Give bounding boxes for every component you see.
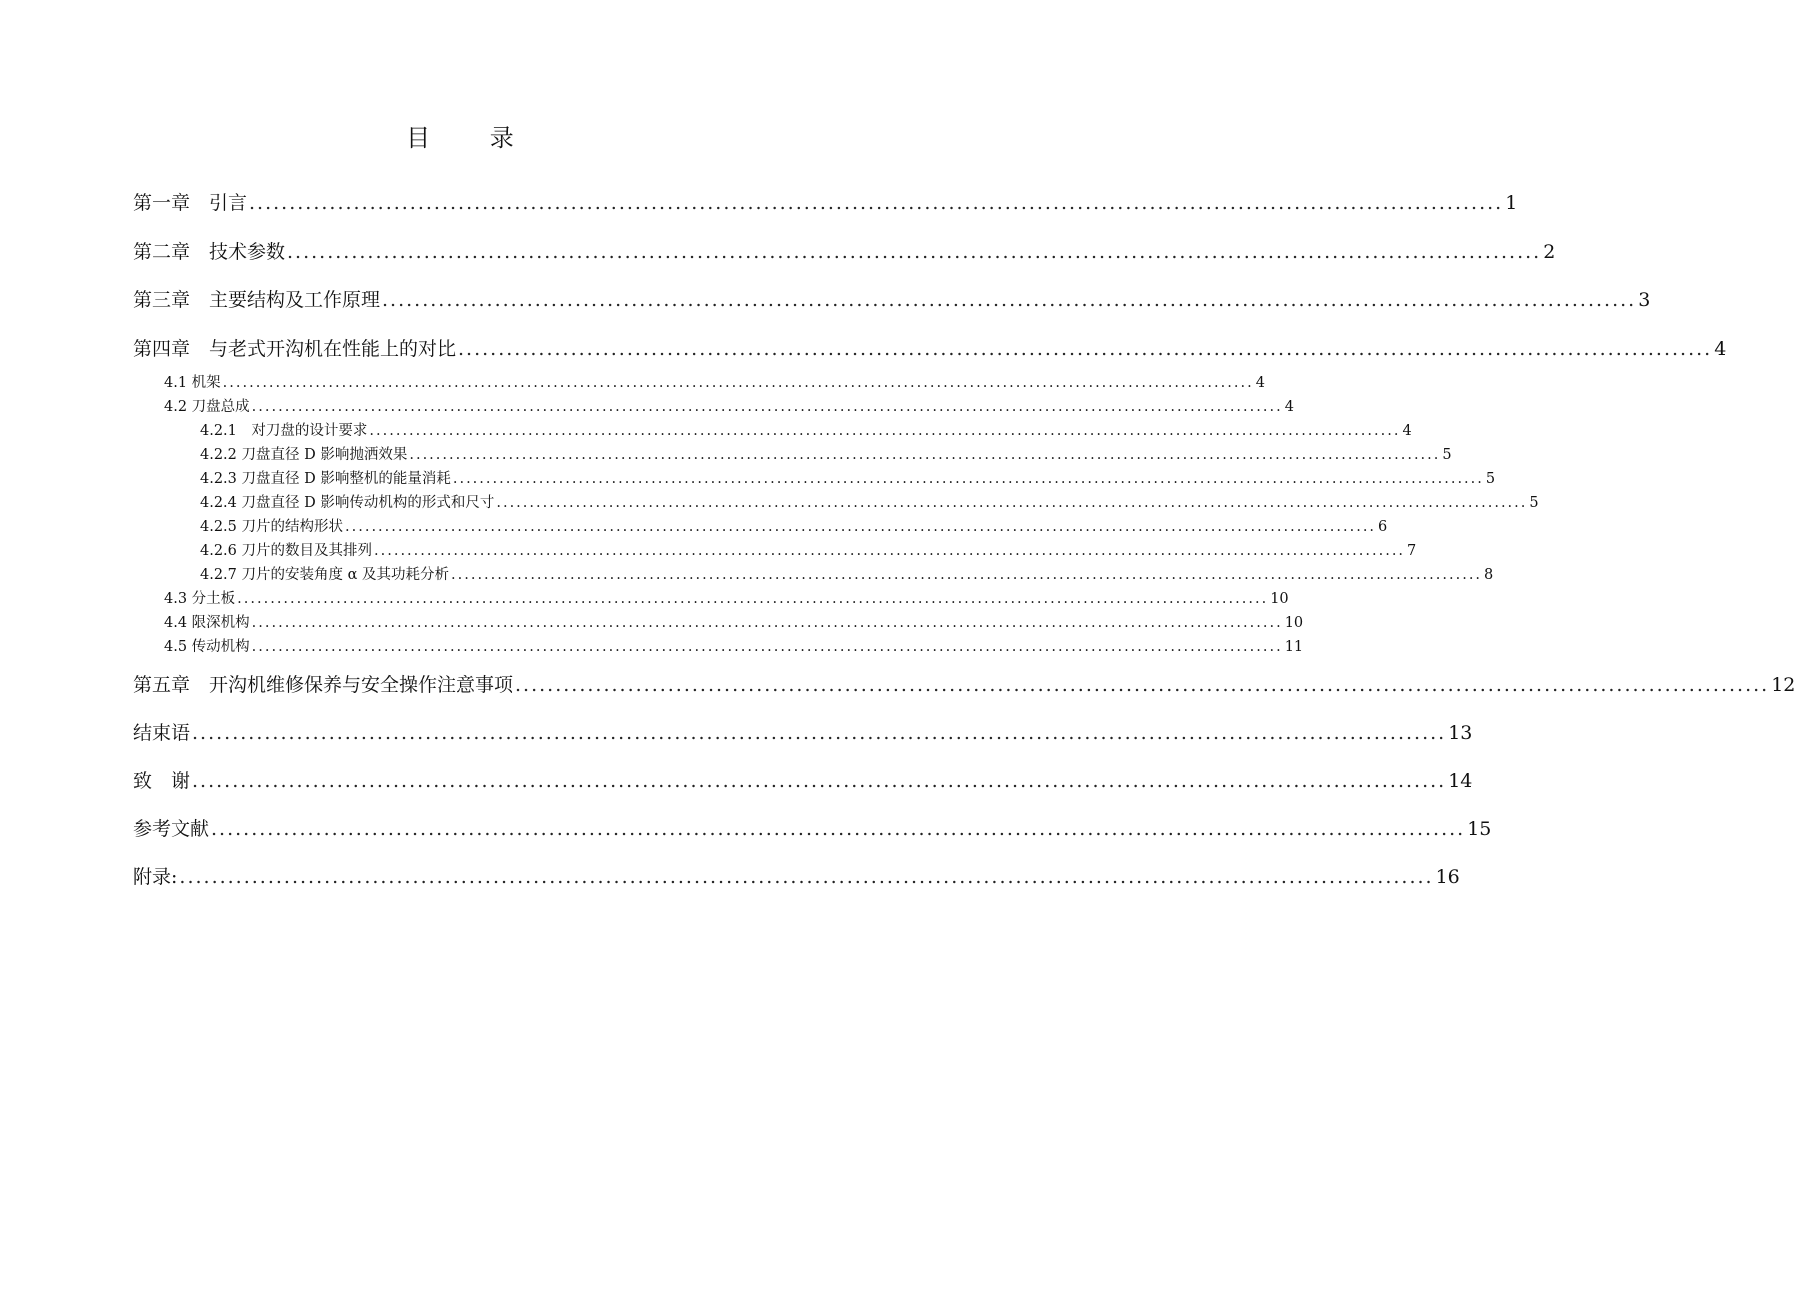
toc-entry-chapter-2[interactable] bbox=[133, 237, 1556, 264]
toc-page-number: 5 bbox=[1529, 495, 1539, 511]
toc-leader-dots: ............................................................................................................................................................ bbox=[374, 543, 1406, 559]
toc-entry-4-5[interactable] bbox=[164, 635, 1304, 656]
toc-entry-label: 4.2.1 对刀盘的设计要求 bbox=[200, 423, 368, 439]
toc-entry-4-1[interactable] bbox=[164, 371, 1265, 392]
toc-page-number: 4 bbox=[1402, 423, 1412, 439]
toc-entry-label: 附录: bbox=[133, 866, 178, 888]
toc-entry-4-2-5[interactable] bbox=[200, 515, 1388, 536]
toc-page-number: 3 bbox=[1638, 289, 1651, 311]
toc-leader-dots: ............................................................................................................................................................ bbox=[192, 722, 1447, 744]
toc-page-number: 1 bbox=[1505, 192, 1518, 214]
toc-leader-dots: ............................................................................................................................................................ bbox=[458, 338, 1713, 360]
toc-entry-label: 4.1 机架 bbox=[164, 375, 221, 391]
toc-leader-dots: ............................................................................................................................................................ bbox=[382, 289, 1637, 311]
toc-entry-label: 4.4 限深机构 bbox=[164, 615, 250, 631]
toc-page-number: 15 bbox=[1467, 818, 1492, 840]
toc-leader-dots: ............................................................................................................................................................ bbox=[192, 770, 1447, 792]
toc-entry-label: 4.5 传动机构 bbox=[164, 639, 250, 655]
toc-entry-label: 第三章 主要结构及工作原理 bbox=[133, 289, 381, 311]
toc-entry-4-2-2[interactable] bbox=[200, 443, 1452, 464]
toc-entry-label: 4.2.6 刀片的数目及其排列 bbox=[200, 543, 373, 559]
toc-page-number: 2 bbox=[1543, 241, 1556, 263]
toc-entry-label: 4.2.3 刀盘直径 D 影响整机的能量消耗 bbox=[200, 471, 451, 487]
toc-leader-dots: ............................................................................................................................................................ bbox=[345, 519, 1377, 535]
toc-entry-4-2-4[interactable] bbox=[200, 491, 1539, 512]
toc-leader-dots: ............................................................................................................................................................ bbox=[451, 567, 1483, 583]
toc-entry-label: 致 谢 bbox=[133, 770, 191, 792]
toc-leader-dots: ............................................................................................................................................................ bbox=[287, 241, 1542, 263]
toc-page-number: 14 bbox=[1448, 770, 1473, 792]
toc-page-number: 6 bbox=[1378, 519, 1388, 535]
toc-entry-label: 4.2.5 刀片的结构形状 bbox=[200, 519, 344, 535]
toc-leader-dots: ............................................................................................................................................................ bbox=[496, 495, 1528, 511]
toc-entry-label: 4.2.2 刀盘直径 D 影响抛洒效果 bbox=[200, 447, 408, 463]
toc-entry-label: 4.3 分土板 bbox=[164, 591, 236, 607]
toc-entry-chapter-3[interactable] bbox=[133, 285, 1651, 312]
toc-leader-dots: ............................................................................................................................................................ bbox=[237, 591, 1269, 607]
toc-entry-4-3[interactable] bbox=[164, 587, 1289, 608]
page-title: 目 录 bbox=[406, 124, 540, 152]
toc-leader-dots: ............................................................................................................................................................ bbox=[251, 399, 1283, 415]
toc-entry-label: 第一章 引言 bbox=[133, 192, 248, 214]
toc-entry-label: 第二章 技术参数 bbox=[133, 241, 286, 263]
toc-page-number: 11 bbox=[1284, 639, 1304, 655]
toc-entry-4-2-1[interactable] bbox=[200, 419, 1412, 440]
toc-leader-dots: ............................................................................................................................................................ bbox=[222, 375, 1254, 391]
toc-page-number: 8 bbox=[1484, 567, 1494, 583]
toc-page-number: 4 bbox=[1255, 375, 1265, 391]
toc-entry-chapter-4[interactable] bbox=[133, 334, 1727, 361]
toc-entry-4-2-7[interactable] bbox=[200, 563, 1494, 584]
toc-leader-dots: ............................................................................................................................................................ bbox=[369, 423, 1401, 439]
toc-page-number: 12 bbox=[1771, 674, 1795, 696]
toc-leader-dots: ............................................................................................................................................................ bbox=[409, 447, 1441, 463]
toc-leader-dots: ............................................................................................................................................................ bbox=[251, 615, 1283, 631]
toc-entry-label: 参考文献 bbox=[133, 818, 210, 840]
toc-page-number: 16 bbox=[1435, 866, 1460, 888]
toc-leader-dots: ............................................................................................................................................................ bbox=[249, 192, 1504, 214]
toc-leader-dots: ............................................................................................................................................................ bbox=[211, 818, 1466, 840]
toc-entry-4-2-3[interactable] bbox=[200, 467, 1496, 488]
toc-entry-label: 4.2.7 刀片的安装角度 α 及其功耗分析 bbox=[200, 567, 450, 583]
toc-entry-label: 4.2 刀盘总成 bbox=[164, 399, 250, 415]
toc-entry-chapter-5[interactable] bbox=[133, 670, 1795, 697]
toc-entry-chapter-1[interactable] bbox=[133, 188, 1518, 215]
toc-entry-4-2-6[interactable] bbox=[200, 539, 1417, 560]
toc-leader-dots: ............................................................................................................................................................ bbox=[251, 639, 1283, 655]
toc-leader-dots: ............................................................................................................................................................ bbox=[452, 471, 1484, 487]
toc-entry-label: 结束语 bbox=[133, 722, 191, 744]
toc-entry-acknowledgements[interactable] bbox=[133, 766, 1473, 793]
toc-page-number: 13 bbox=[1448, 722, 1473, 744]
toc-entry-label: 第五章 开沟机维修保养与安全操作注意事项 bbox=[133, 674, 514, 696]
toc-entry-4-2[interactable] bbox=[164, 395, 1294, 416]
toc-page-number: 5 bbox=[1485, 471, 1496, 487]
toc-leader-dots: ............................................................................................................................................................ bbox=[515, 674, 1770, 696]
toc-entry-conclusion[interactable] bbox=[133, 718, 1473, 745]
toc-page-number: 4 bbox=[1714, 338, 1727, 360]
toc-page-number: 4 bbox=[1284, 399, 1294, 415]
toc-entry-appendix[interactable] bbox=[133, 862, 1460, 889]
toc-entry-label: 第四章 与老式开沟机在性能上的对比 bbox=[133, 338, 457, 360]
toc-entry-label: 4.2.4 刀盘直径 D 影响传动机构的形式和尺寸 bbox=[200, 495, 495, 511]
toc-page-number: 10 bbox=[1284, 615, 1304, 631]
toc-leader-dots: ............................................................................................................................................................ bbox=[179, 866, 1434, 888]
toc-entry-references[interactable] bbox=[133, 814, 1492, 841]
toc-page-number: 10 bbox=[1270, 591, 1289, 607]
toc-entry-4-4[interactable] bbox=[164, 611, 1304, 632]
toc-page-number: 7 bbox=[1407, 543, 1417, 559]
toc-page-number: 5 bbox=[1442, 447, 1452, 463]
